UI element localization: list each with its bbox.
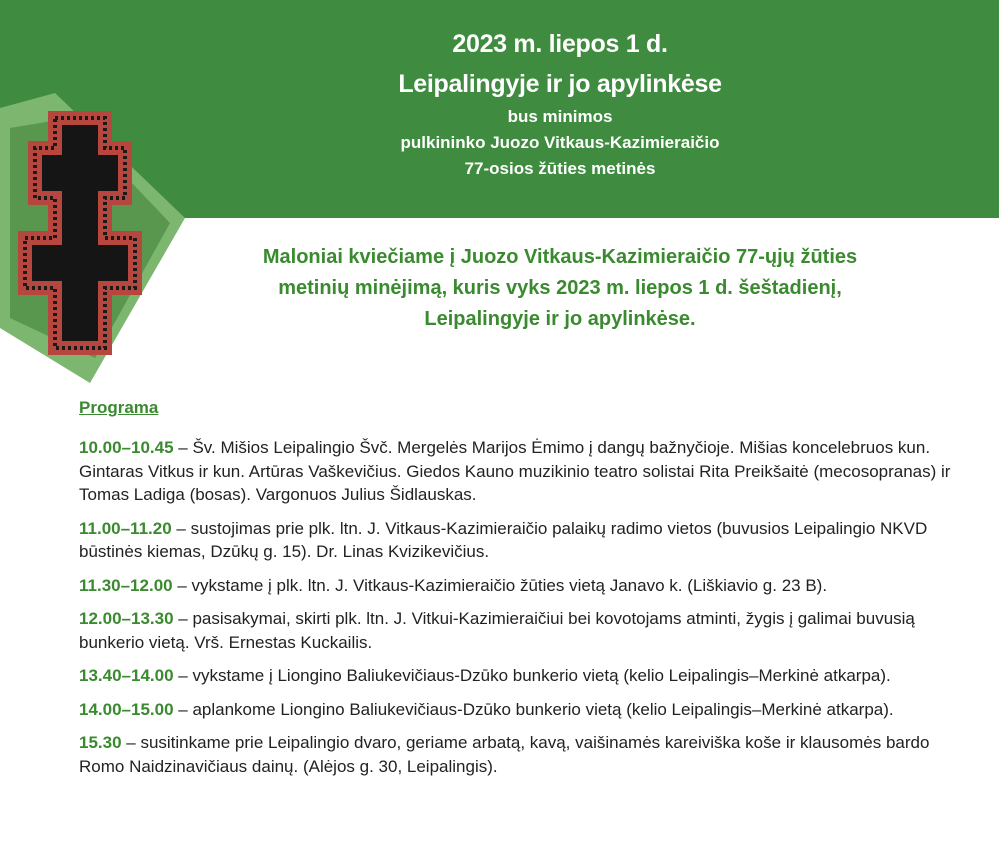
- schedule-item: [79, 574, 959, 598]
- banner-line-4: pulkininko Juozo Vitkaus-Kazimieraičio: [400, 133, 720, 152]
- schedule-description: – sustojimas prie plk. ltn. J. Vitkaus-Kazimieraičio palaikų radimo vietos (buvusios Leipalingio NKVD būstinės kiemas, Dzūkų g. 15). Dr. Linas Kvizikevičius.: [79, 518, 928, 561]
- schedule-time: 11.30–12.00: [79, 575, 173, 595]
- schedule-description: – pasisakymai, skirti plk. ltn. J. Vitkui-Kazimieraičiui bei kovotojams atminti, žygis į galimai buvusią bunkerio vietą. Vrš. Ernestas Kuckailis.: [79, 609, 915, 652]
- schedule-time: 10.00–10.45: [79, 438, 174, 457]
- event-date: 2023 m. liepos 1 d.: [452, 30, 668, 58]
- schedule-item: [79, 731, 959, 778]
- program-title: Programa: [79, 398, 159, 417]
- program-schedule: [79, 436, 959, 788]
- banner-line-3: bus minimos: [507, 107, 613, 126]
- invitation-line-2: metinių minėjimą, kuris vyks 2023 m. liepos 1 d. šeštadienį,: [278, 277, 842, 299]
- invitation-line-3: Leipalingyje ir jo apylinkėse.: [424, 308, 696, 330]
- schedule-item: [79, 698, 959, 722]
- schedule-time: 11.00–11.20: [79, 518, 172, 538]
- schedule-time: 13.40–14.00: [79, 666, 174, 685]
- schedule-description: – vykstame į Liongino Baliukevičiaus-Dzūko bunkerio vietą (kelio Leipalingis–Merkinė atkarpa).: [173, 666, 891, 685]
- schedule-description: – vykstame į plk. ltn. J. Vitkaus-Kazimieraičio žūties vietą Janavo k. (Liškiavio g. 23 B).: [172, 575, 828, 595]
- schedule-description: – susitinkame prie Leipalingio dvaro, geriame arbatą, kavą, vaišinamės kareiviška koše ir klausomės bardo Romo Naidzinavičiaus dainų. (Alėjos g. 30, Leipalingis).: [79, 733, 930, 776]
- banner-text: [300, 24, 820, 182]
- schedule-item: [79, 436, 959, 507]
- schedule-description: – aplankome Liongino Baliukevičiaus-Dzūko bunkerio vietą (kelio Leipalingis–Merkinė atkarpa).: [173, 699, 894, 719]
- invitation-line-1: Maloniai kviečiame į Juozo Vitkaus-Kazimieraičio 77-ųjų žūties: [262, 246, 858, 268]
- banner-line-5: 77-osios žūties metinės: [464, 159, 656, 178]
- schedule-time: 15.30: [79, 733, 122, 752]
- schedule-item: [79, 664, 959, 688]
- schedule-item: [79, 517, 959, 564]
- schedule-time: 12.00–13.30: [79, 609, 174, 628]
- double-cross-emblem-icon: [0, 88, 190, 388]
- schedule-item: [79, 607, 959, 654]
- invitation-text: [170, 242, 950, 335]
- event-place: Leipalingyje ir jo apylinkėse: [398, 70, 722, 98]
- schedule-time: 14.00–15.00: [79, 699, 174, 719]
- schedule-description: – Šv. Mišios Leipalingio Švč. Mergelės Marijos Ėmimo į dangų bažnyčioje. Mišias koncelebruos kun. Gintaras Vitkus ir kun. Artūras Vaškevičius. Giedos Kauno muzikinio teatro solistai Rita Preikšaitė (mecosopranas) ir Tomas Ladiga (bosas). Vargonuos Julius Šidlauskas.: [79, 438, 951, 504]
